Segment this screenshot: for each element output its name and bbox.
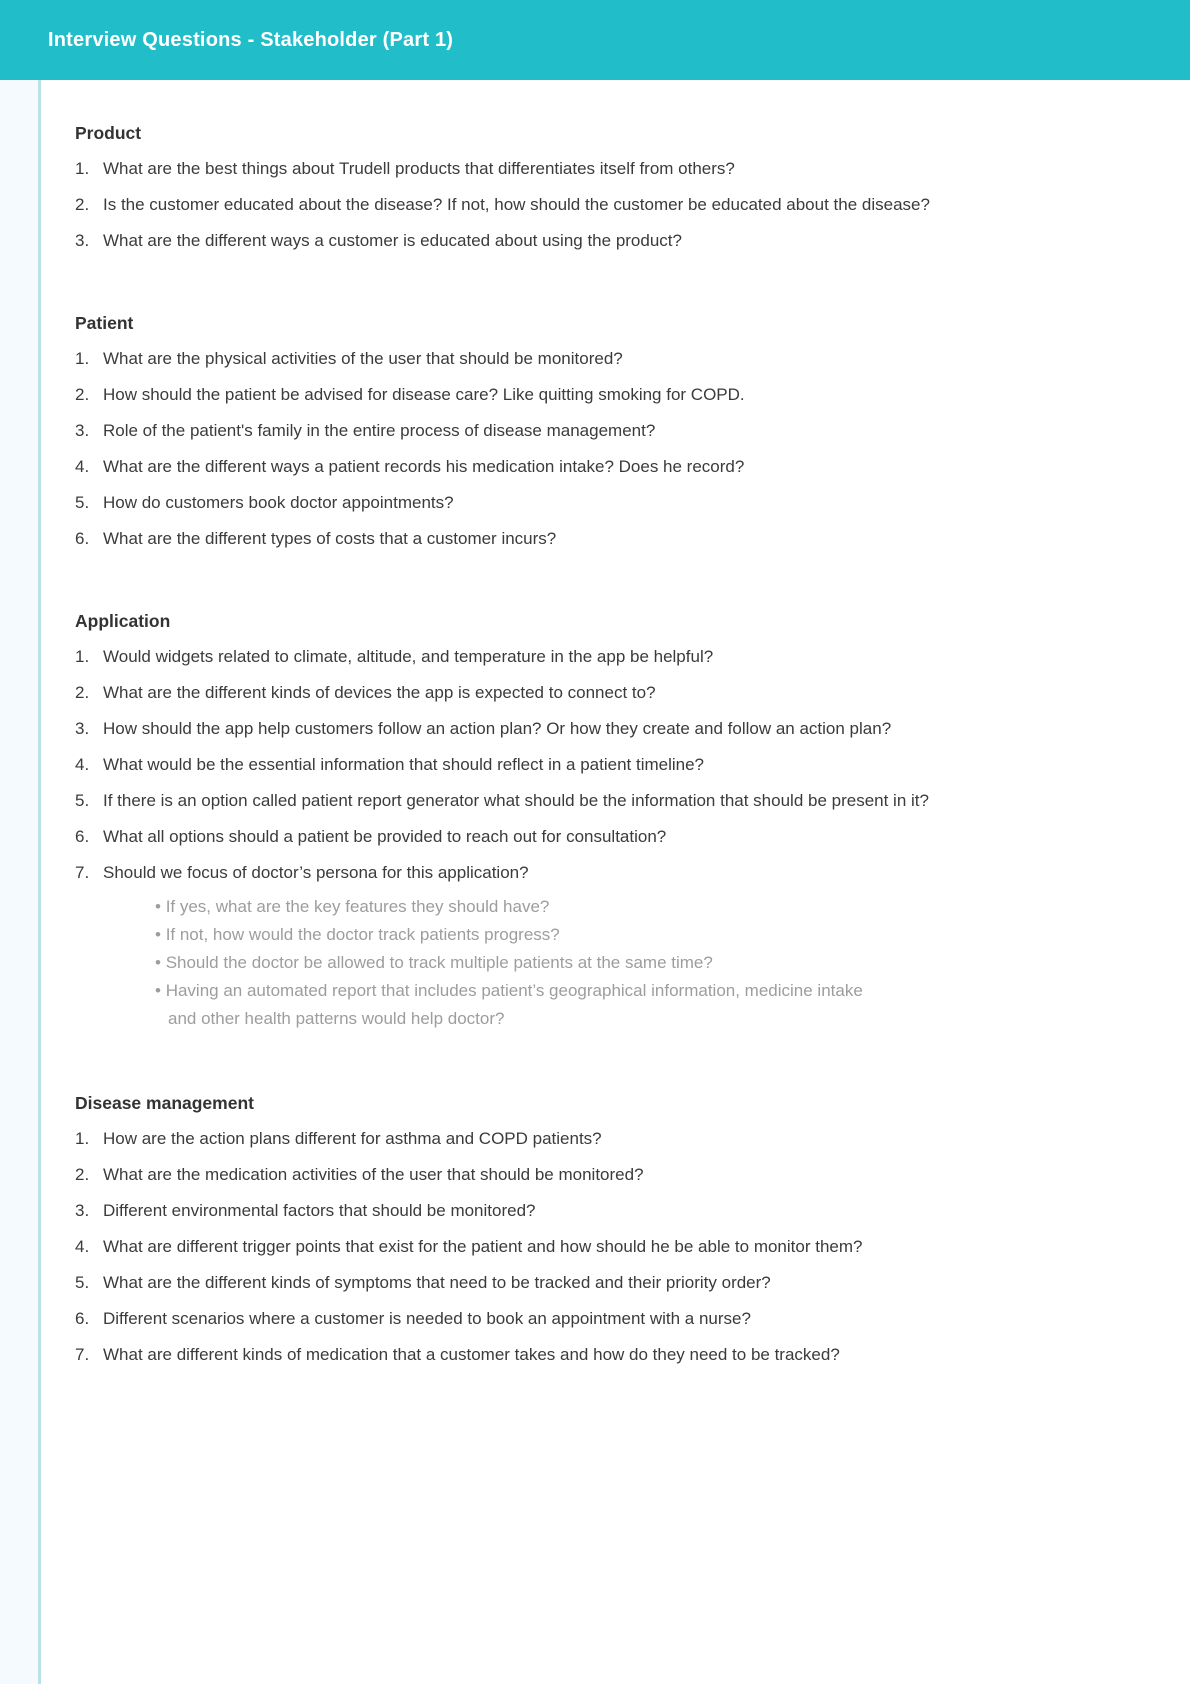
question-text: Should we focus of doctor’s persona for this application? [103,863,529,882]
question-item: What are the best things about Trudell products that differentiates itself from others? [103,159,735,178]
sub-question-item: • If not, how would the doctor track patients progress? [155,921,893,949]
question-item: What are the different ways a customer is educated about using the product? [103,231,682,250]
application-heading: Application [75,611,171,631]
question-item: Role of the patient's family in the entire process of disease management? [103,421,656,440]
question-item [75,861,1150,1033]
sub-question-item: • Should the doctor be allowed to track multiple patients at the same time? [155,949,893,977]
question-item: How should the patient be advised for disease care? Like quitting smoking for COPD. [103,385,745,404]
question-item: What would be the essential information that should reflect in a patient timeline? [103,755,705,774]
question-item: If there is an option called patient report generator what should be the information that should be present in it? [103,791,929,810]
section-disease-management [75,1091,1150,1367]
product-heading: Product [75,123,142,143]
section-product [75,121,1150,253]
product-question-list [75,157,1150,253]
page-title: Interview Questions - Stakeholder (Part 1) [48,28,454,51]
application-question-list [75,645,1150,1033]
sub-question-item: • If yes, what are the key features they should have? [155,893,893,921]
question-item: What are the different ways a patient records his medication intake? Does he record? [103,457,745,476]
left-margin-strip [0,80,41,1684]
page-header [0,0,1190,80]
question-item: How should the app help customers follow an action plan? Or how they create and follow an action plan? [103,719,892,738]
question-item: What all options should a patient be provided to reach out for consultation? [103,827,667,846]
question-item: What are the different kinds of devices the app is expected to connect to? [103,683,656,702]
question-item: What are different kinds of medication that a customer takes and how do they need to be tracked? [103,1345,840,1364]
question-item: What are the medication activities of the user that should be monitored? [103,1165,644,1184]
disease-management-heading: Disease management [75,1093,254,1113]
patient-heading: Patient [75,313,134,333]
sub-question-item: • Having an automated report that includes patient’s geographical information, medicine intake and other health patterns would help doctor? [155,977,893,1033]
disease-management-question-list [75,1127,1150,1367]
document-body [75,80,1150,1413]
question-item: What are the different types of costs that a customer incurs? [103,529,557,548]
patient-question-list [75,347,1150,551]
sub-question-list [103,893,893,1033]
question-item: Is the customer educated about the disease? If not, how should the customer be educated about the disease? [103,195,930,214]
question-item: How do customers book doctor appointments? [103,493,454,512]
question-item: Different scenarios where a customer is needed to book an appointment with a nurse? [103,1309,751,1328]
section-patient [75,311,1150,551]
section-application [75,609,1150,1033]
question-item: Would widgets related to climate, altitude, and temperature in the app be helpful? [103,647,714,666]
question-item: How are the action plans different for asthma and COPD patients? [103,1129,602,1148]
question-item: What are the different kinds of symptoms that need to be tracked and their priority order? [103,1273,771,1292]
question-item: What are the physical activities of the user that should be monitored? [103,349,623,368]
question-item: What are different trigger points that exist for the patient and how should he be able to monitor them? [103,1237,863,1256]
question-item: Different environmental factors that should be monitored? [103,1201,536,1220]
